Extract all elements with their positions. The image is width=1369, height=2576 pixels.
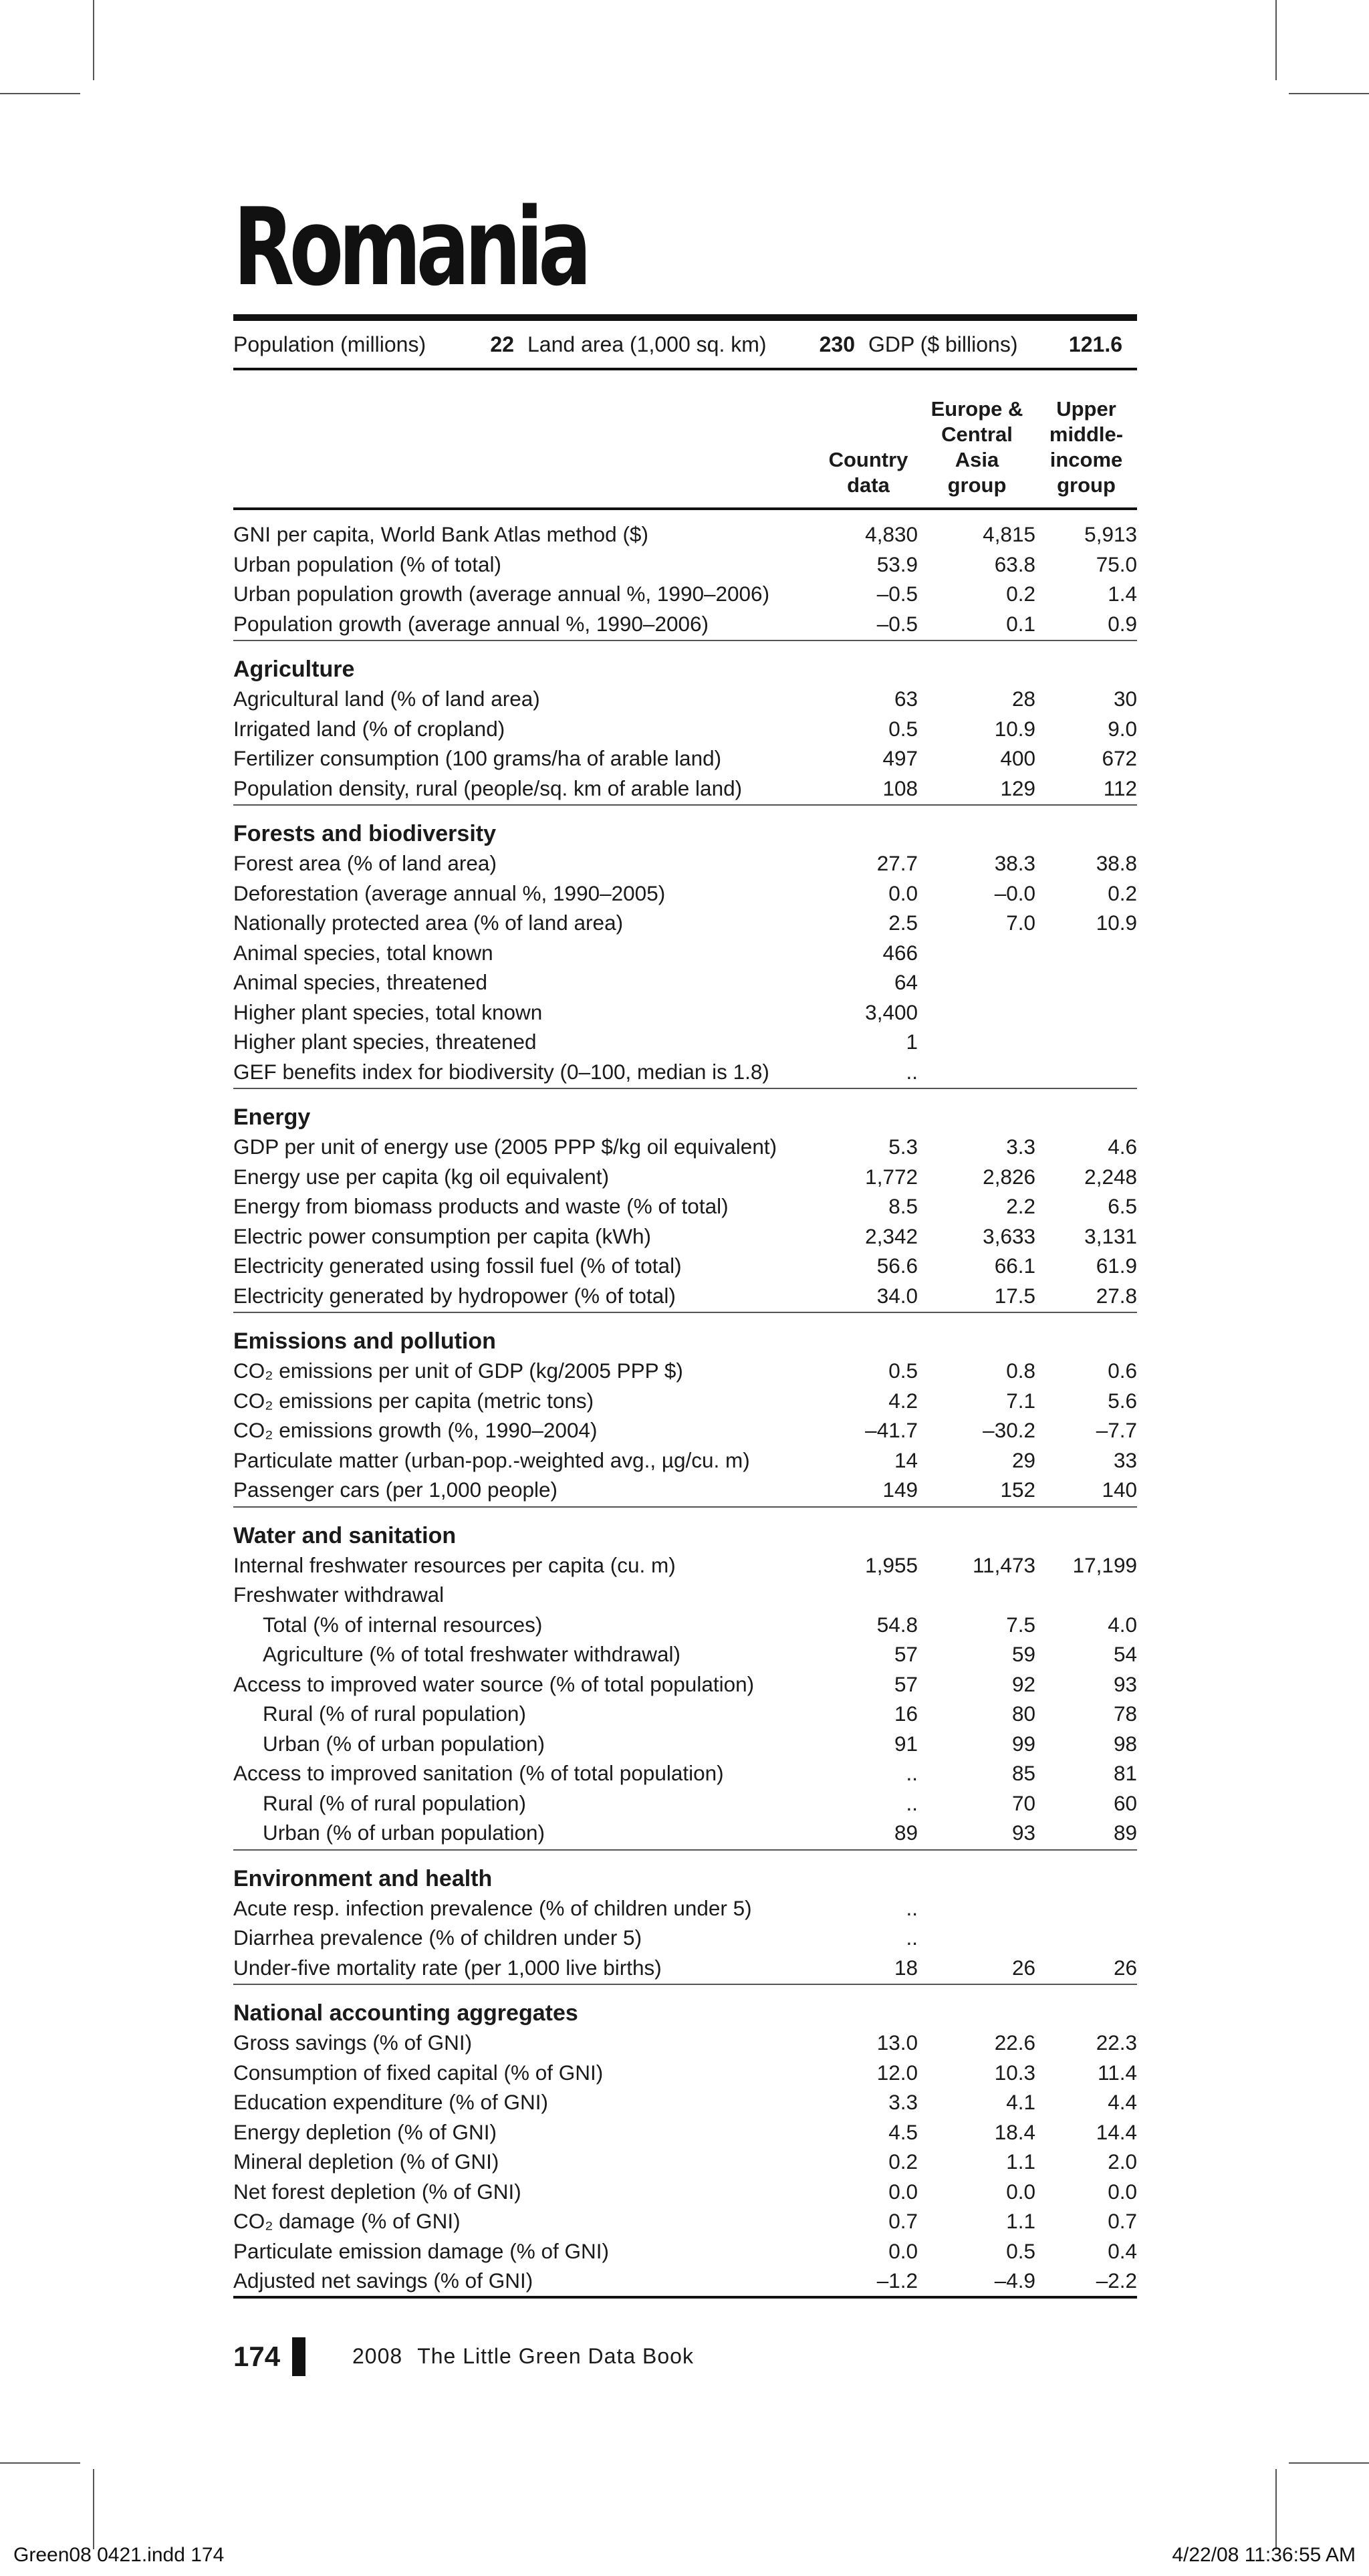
region-value: –4.9 xyxy=(994,2268,1035,2293)
country-page xyxy=(233,185,1137,2376)
section-heading-row xyxy=(233,1985,1137,2028)
country-value: 57 xyxy=(894,1642,918,1666)
region-value: 4,815 xyxy=(983,522,1035,546)
region-value: 0.8 xyxy=(1006,1359,1035,1383)
income-group-value: 2.0 xyxy=(1108,2149,1137,2174)
table-row xyxy=(233,2058,1137,2088)
table-row xyxy=(233,1580,1137,1610)
table-row xyxy=(233,848,1137,879)
indicator-label: Electric power consumption per capita (kWh) xyxy=(233,1223,651,1248)
book-title xyxy=(352,2344,694,2369)
section-heading-row xyxy=(233,1508,1137,1550)
country-value: 0.5 xyxy=(888,716,918,741)
indicator-label: CO₂ emissions per capita (metric tons) xyxy=(233,1388,594,1413)
indicator-label: Mineral depletion (% of GNI) xyxy=(233,2149,499,2174)
region-value: 18.4 xyxy=(994,2119,1035,2144)
indicator-label: Education expenditure (% of GNI) xyxy=(233,2090,548,2114)
section-heading-row xyxy=(233,806,1137,848)
income-group-value: 6.5 xyxy=(1108,1194,1137,1218)
country-value: 1,955 xyxy=(865,1552,918,1577)
indicator-label: GEF benefits index for biodiversity (0–100, median is 1.8) xyxy=(233,1059,769,1084)
indicator-label: CO₂ emissions growth (%, 1990–2004) xyxy=(233,1418,598,1442)
income-group-value: 89 xyxy=(1113,1821,1137,1845)
region-value: 4.1 xyxy=(1006,2090,1035,2114)
region-value: 152 xyxy=(1000,1478,1035,1502)
table-row xyxy=(233,1893,1137,1923)
column-headers xyxy=(233,370,1137,507)
region-value: 129 xyxy=(1000,776,1035,800)
gdp-label: GDP ($ billions) xyxy=(868,332,1018,356)
country-value: 14 xyxy=(894,1447,918,1472)
indicator-label: Urban (% of urban population) xyxy=(263,1821,545,1845)
indicator-label: Net forest depletion (% of GNI) xyxy=(233,2179,521,2204)
income-group-value: 0.9 xyxy=(1108,611,1137,636)
country-value: .. xyxy=(906,1790,918,1815)
table-row xyxy=(233,2236,1137,2266)
land-area-label: Land area (1,000 sq. km) xyxy=(527,332,767,356)
title-rule xyxy=(233,314,1137,321)
income-group-value: 33 xyxy=(1113,1447,1137,1472)
income-group-value: 0.2 xyxy=(1108,881,1137,905)
table-row xyxy=(233,1415,1137,1445)
crop-mark xyxy=(1289,2462,1369,2464)
table-row xyxy=(233,2177,1137,2207)
indicator-label: Population growth (average annual %, 1990–2006) xyxy=(233,611,709,636)
country-value: 108 xyxy=(882,776,918,800)
region-value: 59 xyxy=(1011,1642,1035,1666)
income-group-value xyxy=(1035,1923,1137,1953)
country-value: 3,400 xyxy=(865,1000,918,1024)
table-row xyxy=(233,2147,1137,2177)
income-group-value: 38.8 xyxy=(1096,851,1137,875)
table-row xyxy=(233,1953,1137,1983)
slug-right: 4/22/08 11:36:55 AM xyxy=(1172,2544,1356,2566)
crop-mark xyxy=(93,2469,94,2549)
indicator-label: Particulate matter (urban-pop.-weighted avg., µg/cu. m) xyxy=(233,1447,750,1472)
income-group-value: 0.0 xyxy=(1108,2179,1137,2204)
table-row xyxy=(233,714,1137,744)
indicator-label: Rural (% of rural population) xyxy=(263,1790,526,1815)
page-title: Romania xyxy=(233,185,587,310)
region-value: 7.0 xyxy=(1006,911,1035,935)
income-group-value: 93 xyxy=(1113,1671,1137,1696)
region-value: 2,826 xyxy=(983,1164,1035,1189)
region-value: 0.5 xyxy=(1006,2238,1035,2263)
income-group-value: 0.4 xyxy=(1108,2238,1137,2263)
country-value: 18 xyxy=(894,1955,918,1980)
page-bar xyxy=(292,2337,305,2376)
indicator-label: Internal freshwater resources per capita (cu. m) xyxy=(233,1552,676,1577)
income-group-value: 1.4 xyxy=(1108,582,1137,606)
table-row xyxy=(233,1729,1137,1759)
land-area-value: 230 xyxy=(819,332,855,356)
country-value: 0.0 xyxy=(888,881,918,905)
indicator-label: Higher plant species, threatened xyxy=(233,1030,537,1054)
table-row xyxy=(233,2028,1137,2058)
region-value: 7.1 xyxy=(1006,1388,1035,1413)
slug-left: Green08 0421.indd 174 xyxy=(13,2544,225,2566)
section-heading-row xyxy=(233,1313,1137,1356)
section-heading: Energy xyxy=(233,1104,311,1130)
income-group-value: –7.7 xyxy=(1096,1418,1137,1442)
country-value: 149 xyxy=(882,1478,918,1502)
indicator-label: Agricultural land (% of land area) xyxy=(233,687,540,711)
income-group-value: 4.4 xyxy=(1108,2090,1137,2114)
country-value: 0.7 xyxy=(888,2209,918,2233)
table-row xyxy=(233,1057,1137,1087)
income-group-value: 0.7 xyxy=(1108,2209,1137,2233)
region-value xyxy=(918,998,1035,1028)
region-value: 17.5 xyxy=(994,1283,1035,1308)
income-group-value xyxy=(1035,967,1137,998)
income-group-value: 672 xyxy=(1102,746,1137,770)
table-row xyxy=(233,1221,1137,1252)
income-group-value: 5,913 xyxy=(1084,522,1137,546)
income-group-value: 22.3 xyxy=(1096,2030,1137,2055)
table-row xyxy=(233,1386,1137,1416)
table-row xyxy=(233,1818,1137,1848)
indicator-label: Irrigated land (% of cropland) xyxy=(233,716,505,741)
country-value: 57 xyxy=(894,1671,918,1696)
indicator-label: Urban population (% of total) xyxy=(233,552,501,576)
country-value: 63 xyxy=(894,687,918,711)
region-value: 7.5 xyxy=(1006,1612,1035,1637)
indicator-label: Diarrhea prevalence (% of children under 5) xyxy=(233,1925,642,1950)
gdp-value: 121.6 xyxy=(1068,332,1122,356)
income-group-value: 112 xyxy=(1103,776,1137,800)
income-group-value xyxy=(1035,1027,1137,1057)
region-value xyxy=(918,1580,1035,1610)
crop-mark xyxy=(0,2462,80,2464)
region-value: 400 xyxy=(1000,746,1035,770)
region-value xyxy=(918,1027,1035,1057)
region-value: 92 xyxy=(1011,1671,1035,1696)
table-row xyxy=(233,998,1137,1028)
section-heading: Water and sanitation xyxy=(233,1522,457,1548)
region-value: 11,473 xyxy=(972,1552,1035,1577)
region-value: 0.2 xyxy=(1006,582,1035,606)
indicator-label: Higher plant species, total known xyxy=(233,1000,543,1024)
crop-mark xyxy=(93,0,94,80)
indicator-label: Agriculture (% of total freshwater withdrawal) xyxy=(263,1642,680,1666)
income-group-value: 61.9 xyxy=(1096,1254,1137,1278)
income-group-value: 140 xyxy=(1102,1478,1137,1502)
country-value: 2.5 xyxy=(888,911,918,935)
table-row xyxy=(233,1475,1137,1505)
section-heading: Emissions and pollution xyxy=(233,1328,496,1354)
country-value: 13.0 xyxy=(876,2030,918,2055)
table-row xyxy=(233,1281,1137,1311)
country-value: 34.0 xyxy=(876,1283,918,1308)
table-row xyxy=(233,1923,1137,1953)
region-value: 1.1 xyxy=(1006,2149,1035,2174)
country-value: 466 xyxy=(882,940,918,965)
page-footer xyxy=(233,2337,1137,2376)
table-row xyxy=(233,2117,1137,2147)
book-name: The Little Green Data Book xyxy=(417,2344,694,2368)
income-group-value: 27.8 xyxy=(1096,1283,1137,1308)
region-value: 0.0 xyxy=(1006,2179,1035,2204)
region-value: 99 xyxy=(1011,1731,1035,1756)
region-value xyxy=(918,967,1035,998)
section-heading: National accounting aggregates xyxy=(233,2000,578,2026)
income-group-value: 9.0 xyxy=(1108,716,1137,741)
country-value: –0.5 xyxy=(876,582,918,606)
region-value: 28 xyxy=(1011,687,1035,711)
country-value: 8.5 xyxy=(888,1194,918,1218)
country-value: –1.2 xyxy=(876,2268,918,2293)
column-header-country-data: Country data xyxy=(828,448,908,497)
country-value: 16 xyxy=(894,1702,918,1726)
indicator-label: GNI per capita, World Bank Atlas method ($) xyxy=(233,522,648,546)
population-label: Population (millions) xyxy=(233,332,426,356)
indicator-label: CO₂ damage (% of GNI) xyxy=(233,2209,461,2233)
population-value: 22 xyxy=(490,332,514,356)
region-value: 10.9 xyxy=(994,716,1035,741)
indicator-label: Adjusted net savings (% of GNI) xyxy=(233,2268,533,2293)
table-row xyxy=(233,1758,1137,1788)
country-value: 56.6 xyxy=(876,1254,918,1278)
indicator-label: Under-five mortality rate (per 1,000 live births) xyxy=(233,1955,662,1980)
income-group-value xyxy=(1035,938,1137,968)
country-value: –41.7 xyxy=(865,1418,918,1442)
country-value: 3.3 xyxy=(888,2090,918,2114)
table-row xyxy=(233,1132,1137,1162)
indicator-label: Access to improved water source (% of total population) xyxy=(233,1671,755,1696)
region-value: 63.8 xyxy=(994,552,1035,576)
book-year: 2008 xyxy=(352,2344,403,2368)
country-value: 53.9 xyxy=(876,552,918,576)
section-heading: Forests and biodiversity xyxy=(233,821,496,846)
indicator-label: Gross savings (% of GNI) xyxy=(233,2030,473,2055)
table-row xyxy=(233,1669,1137,1700)
income-group-value: 4.0 xyxy=(1108,1612,1137,1637)
table-row xyxy=(233,1191,1137,1221)
country-value: .. xyxy=(906,1925,918,1950)
region-value: –0.0 xyxy=(994,881,1035,905)
table-row xyxy=(233,550,1137,580)
country-value: 0.5 xyxy=(888,1359,918,1383)
table-row xyxy=(233,908,1137,938)
indicator-label: Energy depletion (% of GNI) xyxy=(233,2119,497,2144)
country-value: 64 xyxy=(894,970,918,994)
region-value xyxy=(918,938,1035,968)
indicator-label: Access to improved sanitation (% of total population) xyxy=(233,1761,724,1785)
region-value: 85 xyxy=(1011,1761,1035,1785)
table-row xyxy=(233,2087,1137,2117)
table-row xyxy=(233,1027,1137,1057)
region-value: 1.1 xyxy=(1006,2209,1035,2233)
income-group-value xyxy=(1035,1893,1137,1923)
indicator-label: Acute resp. infection prevalence (% of children under 5) xyxy=(233,1895,752,1920)
indicator-label: Nationally protected area (% of land area) xyxy=(233,911,624,935)
income-group-value xyxy=(1035,1580,1137,1610)
income-group-value: 78 xyxy=(1113,1702,1137,1726)
country-value: 12.0 xyxy=(876,2060,918,2085)
table-row xyxy=(233,967,1137,998)
income-group-value: 81 xyxy=(1113,1761,1137,1785)
income-group-value: 26 xyxy=(1113,1955,1137,1980)
country-value: 91 xyxy=(894,1731,918,1756)
country-value: 1 xyxy=(906,1030,918,1054)
table-bottom-rule xyxy=(233,2296,1137,2299)
table-row xyxy=(233,684,1137,714)
income-group-value: 54 xyxy=(1113,1642,1137,1666)
country-value xyxy=(831,1580,918,1610)
country-value: .. xyxy=(906,1059,918,1084)
table-row xyxy=(233,1445,1137,1476)
column-header-income-group: Upper middle- income group xyxy=(1049,397,1124,497)
column-header-region-group: Europe & Central Asia group xyxy=(930,397,1023,497)
income-group-value: 0.6 xyxy=(1108,1359,1137,1383)
region-value: 2.2 xyxy=(1006,1194,1035,1218)
region-value: 3,633 xyxy=(983,1223,1035,1248)
country-value: .. xyxy=(906,1761,918,1785)
region-value: 80 xyxy=(1011,1702,1035,1726)
crop-mark xyxy=(1275,2469,1277,2549)
crop-mark xyxy=(1289,93,1369,94)
indicator-label: Urban (% of urban population) xyxy=(263,1731,545,1756)
region-value: 29 xyxy=(1011,1447,1035,1472)
income-group-value: 4.6 xyxy=(1108,1135,1137,1159)
region-value: 26 xyxy=(1011,1955,1035,1980)
table-row xyxy=(233,879,1137,909)
indicator-label: Population density, rural (people/sq. km of arable land) xyxy=(233,776,743,800)
indicator-label: GDP per unit of energy use (2005 PPP $/kg oil equivalent) xyxy=(233,1135,777,1159)
table-row xyxy=(233,1162,1137,1192)
indicator-label: Urban population growth (average annual %, 1990–2006) xyxy=(233,582,770,606)
income-group-value: 30 xyxy=(1113,687,1137,711)
crop-mark xyxy=(0,93,80,94)
income-group-value: 60 xyxy=(1113,1790,1137,1815)
indicator-label: CO₂ emissions per unit of GDP (kg/2005 PPP $) xyxy=(233,1359,683,1383)
indicator-label: Total (% of internal resources) xyxy=(263,1612,543,1637)
region-value: 70 xyxy=(1011,1790,1035,1815)
crop-mark xyxy=(1275,0,1277,80)
country-value: 27.7 xyxy=(876,851,918,875)
region-value: 22.6 xyxy=(994,2030,1035,2055)
country-value: 4.2 xyxy=(888,1388,918,1413)
country-value: 0.2 xyxy=(888,2149,918,2174)
income-group-value: 2,248 xyxy=(1084,1164,1137,1189)
indicator-label: Passenger cars (per 1,000 people) xyxy=(233,1478,558,1502)
indicator-label: Fertilizer consumption (100 grams/ha of arable land) xyxy=(233,746,722,770)
table-row xyxy=(233,579,1137,609)
country-value: 89 xyxy=(894,1821,918,1845)
region-value xyxy=(918,1057,1035,1087)
country-value: 5.3 xyxy=(888,1135,918,1159)
region-value xyxy=(918,1893,1035,1923)
income-group-value: 17,199 xyxy=(1072,1552,1137,1577)
table-row xyxy=(233,1251,1137,1281)
indicator-label: Electricity generated using fossil fuel (% of total) xyxy=(233,1254,682,1278)
country-value: 4.5 xyxy=(888,2119,918,2144)
income-group-value: 98 xyxy=(1113,1731,1137,1756)
table-row xyxy=(233,2206,1137,2236)
income-group-value xyxy=(1035,1057,1137,1087)
section-heading-row xyxy=(233,1089,1137,1132)
country-value: –0.5 xyxy=(876,611,918,636)
income-group-value: 75.0 xyxy=(1096,552,1137,576)
income-group-value: 3,131 xyxy=(1084,1223,1137,1248)
income-group-value: 11.4 xyxy=(1098,2060,1137,2085)
indicator-label: Energy from biomass products and waste (% of total) xyxy=(233,1194,729,1218)
income-group-value: 14.4 xyxy=(1096,2119,1137,2144)
table-row xyxy=(233,938,1137,968)
table-row xyxy=(233,609,1137,639)
table-row xyxy=(233,1610,1137,1640)
key-stats-bar xyxy=(233,321,1137,368)
region-value: 0.1 xyxy=(1006,611,1035,636)
indicator-label: Forest area (% of land area) xyxy=(233,851,497,875)
table-row xyxy=(233,510,1137,550)
section-heading: Environment and health xyxy=(233,1865,493,1891)
indicator-label: Animal species, total known xyxy=(233,940,493,965)
indicator-table xyxy=(233,510,1137,2296)
indicator-label: Energy use per capita (kg oil equivalent) xyxy=(233,1164,610,1189)
indicator-label: Freshwater withdrawal xyxy=(233,1583,445,1607)
country-value: 497 xyxy=(882,746,918,770)
region-value: 93 xyxy=(1011,1821,1035,1845)
country-value: 2,342 xyxy=(865,1223,918,1248)
region-value: 38.3 xyxy=(994,851,1035,875)
table-row xyxy=(233,1699,1137,1729)
region-value xyxy=(918,1923,1035,1953)
table-row xyxy=(233,1550,1137,1580)
section-heading: Agriculture xyxy=(233,657,355,682)
indicator-label: Particulate emission damage (% of GNI) xyxy=(233,2238,609,2263)
income-group-value: 5.6 xyxy=(1108,1388,1137,1413)
indicator-label: Consumption of fixed capital (% of GNI) xyxy=(233,2060,604,2085)
table-row xyxy=(233,1788,1137,1819)
country-value: .. xyxy=(906,1895,918,1920)
table-row xyxy=(233,743,1137,774)
region-value: 66.1 xyxy=(994,1254,1035,1278)
income-group-value xyxy=(1035,998,1137,1028)
indicator-label: Animal species, threatened xyxy=(233,970,487,994)
income-group-value: 10.9 xyxy=(1096,911,1137,935)
indicator-label: Electricity generated by hydropower (% of total) xyxy=(233,1283,676,1308)
indicator-label: Deforestation (average annual %, 1990–2005) xyxy=(233,881,666,905)
country-value: 1,772 xyxy=(865,1164,918,1189)
country-value: 0.0 xyxy=(888,2238,918,2263)
section-heading-row xyxy=(233,641,1137,684)
table-row xyxy=(233,1639,1137,1669)
page-number: 174 xyxy=(233,2340,281,2372)
table-row xyxy=(233,1356,1137,1386)
country-value: 0.0 xyxy=(888,2179,918,2204)
section-heading-row xyxy=(233,1851,1137,1893)
region-value: –30.2 xyxy=(983,1418,1035,1442)
country-value: 54.8 xyxy=(876,1612,918,1637)
income-group-value: –2.2 xyxy=(1096,2268,1137,2293)
region-value: 3.3 xyxy=(1006,1135,1035,1159)
indicator-label: Rural (% of rural population) xyxy=(263,1702,526,1726)
table-row xyxy=(233,774,1137,804)
country-value: 4,830 xyxy=(865,522,918,546)
region-value: 10.3 xyxy=(994,2060,1035,2085)
table-row xyxy=(233,2266,1137,2296)
